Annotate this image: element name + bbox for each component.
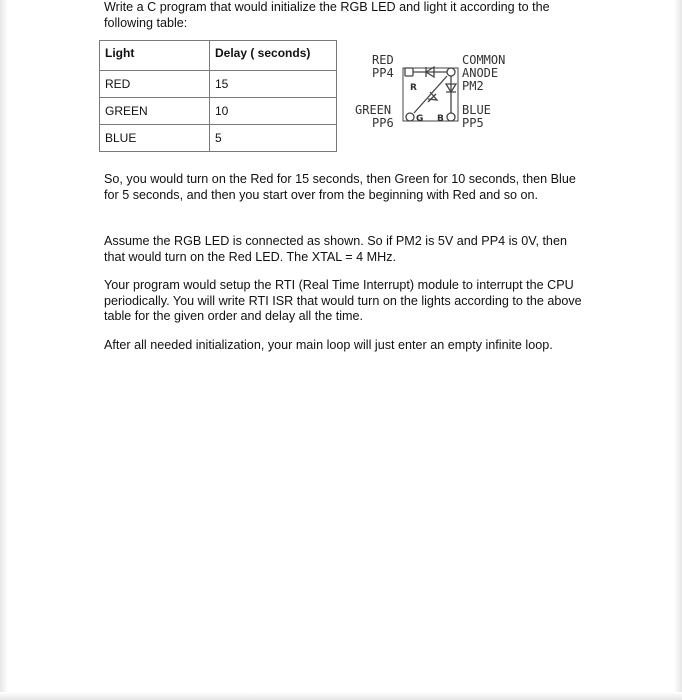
table-row xyxy=(100,71,337,98)
page-shadow-right xyxy=(674,0,682,700)
common-label: COMMON xyxy=(462,53,506,67)
blue-label: BLUE xyxy=(462,103,491,117)
green-diode-symbol xyxy=(428,92,437,102)
paragraph-main-loop: After all needed initialization, your main loop will just enter an empty infinite loop. xyxy=(104,338,553,352)
table-header-cell: Delay ( seconds) xyxy=(210,41,337,71)
paragraph-sequence: So, you would turn on the Red for 15 seconds, then Green for 10 seconds, then Blue for 5 seconds, and then you start over from the beginning with Red and so on. xyxy=(104,172,576,202)
table-header-row xyxy=(100,41,337,71)
anode-pin-label: PM2 xyxy=(462,79,484,93)
table-row xyxy=(100,98,337,125)
table-cell: 15 xyxy=(210,71,337,98)
table-cell: 5 xyxy=(210,125,337,152)
document-body xyxy=(104,0,582,31)
table-cell: BLUE xyxy=(100,125,210,152)
page-shadow-left xyxy=(0,0,8,700)
page-shadow-bottom xyxy=(0,692,682,700)
intro-text: Write a C program that would initialize the RGB LED and light it according to the following table: xyxy=(104,0,550,30)
table-header-cell: Light xyxy=(100,41,210,71)
green-pin-label: PP6 xyxy=(372,116,394,130)
green-anode-wire xyxy=(414,76,447,113)
paragraph-rti: Your program would setup the RTI (Real Time Interrupt) module to interrupt the CPU periodically. You will write RTI ISR that would turn on the lights according to the above table for the given order and delay all the time. xyxy=(104,278,582,324)
table-cell: GREEN xyxy=(100,98,210,125)
table-cell: 10 xyxy=(210,98,337,125)
rgb-led-diagram xyxy=(352,52,532,132)
r-marker: R xyxy=(410,83,417,93)
b-marker: B xyxy=(437,114,444,124)
g-marker: G xyxy=(416,114,424,124)
blue-pin-label: PP5 xyxy=(462,116,484,130)
light-delay-table xyxy=(99,40,337,152)
anode-label: ANODE xyxy=(462,66,499,80)
blue-pad xyxy=(447,113,455,121)
paragraph-connection: Assume the RGB LED is connected as shown. So if PM2 is 5V and PP4 is 0V, then that would turn on the Red LED. The XTAL = 4 MHz. xyxy=(104,234,567,264)
red-label: RED xyxy=(372,53,394,67)
table-cell: RED xyxy=(100,71,210,98)
red-pin-label: PP4 xyxy=(372,66,394,80)
red-pad xyxy=(405,68,413,76)
green-pad xyxy=(406,113,414,121)
green-label: GREEN xyxy=(355,103,392,117)
anode-pad xyxy=(447,68,455,76)
rgb-led-schematic xyxy=(352,52,532,132)
table-row xyxy=(100,125,337,152)
